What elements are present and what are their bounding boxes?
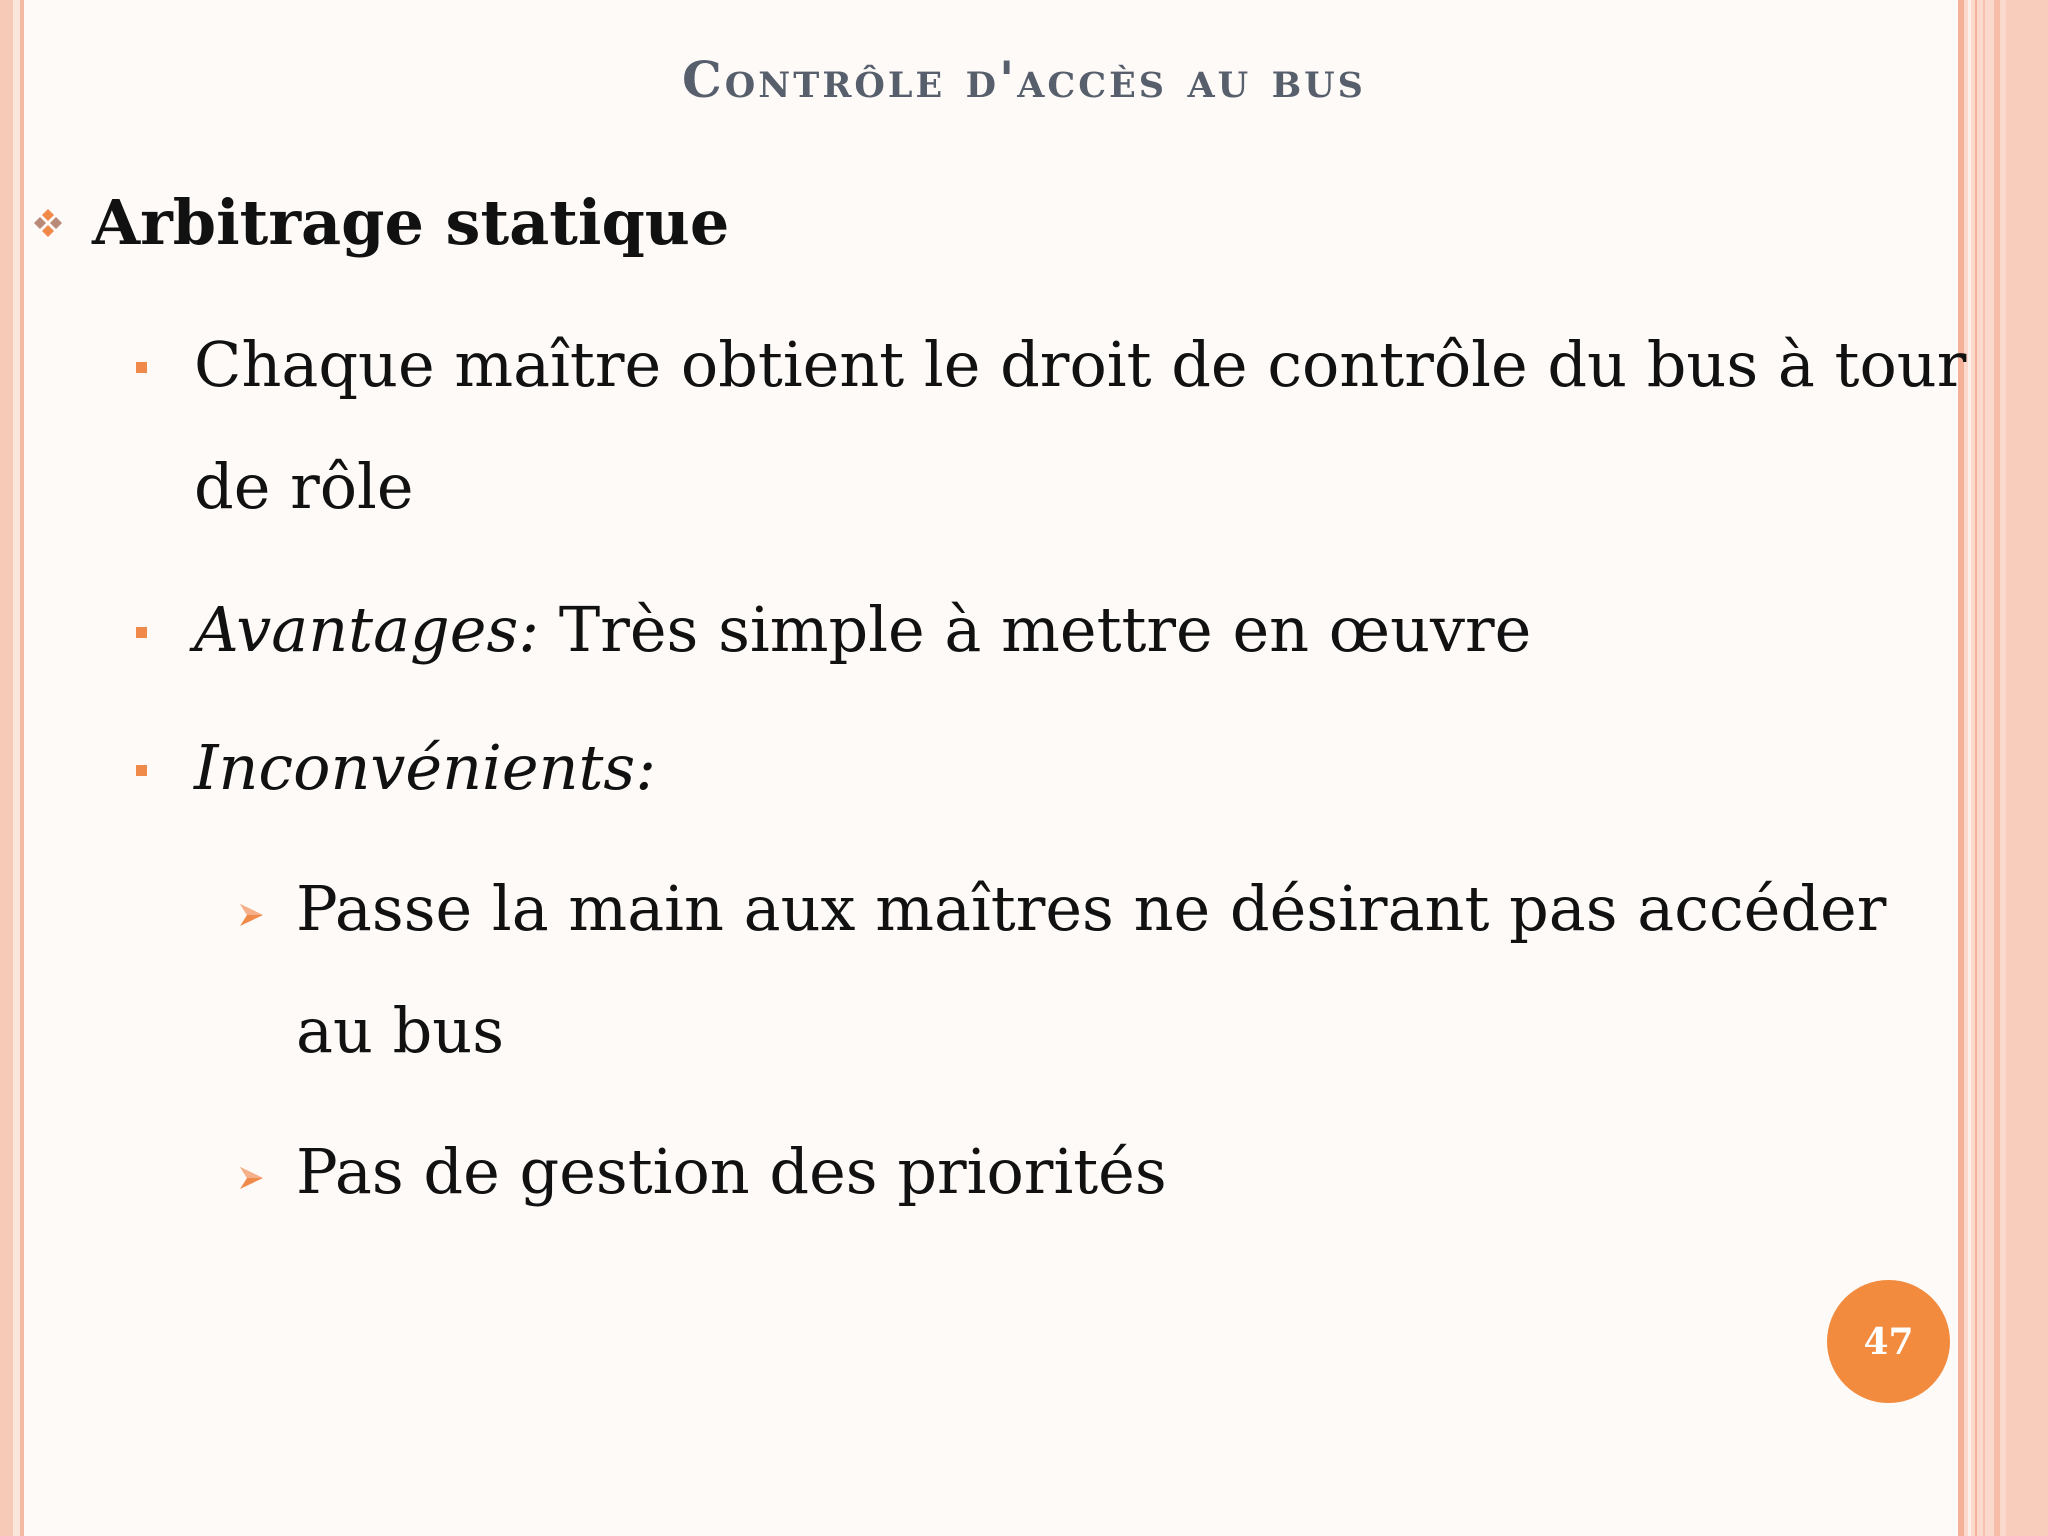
- sub-bullet-text-line: au bus: [296, 994, 505, 1067]
- page-number-badge: [1827, 1280, 1950, 1403]
- square-bullet-icon: [136, 765, 147, 776]
- right-decorative-line: [1968, 0, 1971, 1536]
- bullet-text-line: Chaque maître obtient le droit de contrôle du bus à tour: [194, 328, 1967, 401]
- slide-title: Contrôle d'accès au bus: [682, 50, 1366, 109]
- page-number: 47: [1863, 1320, 1914, 1363]
- square-bullet-icon: [136, 627, 147, 638]
- right-decorative-line: [1983, 0, 1985, 1536]
- heading-bullet-row: [30, 186, 729, 260]
- right-decorative-line: [1958, 0, 1964, 1536]
- advantages-label: Avantages:: [194, 593, 540, 666]
- advantages-bullet: [194, 569, 1531, 691]
- bullet-text-line: de rôle: [194, 450, 414, 523]
- four-diamond-icon: [30, 205, 66, 241]
- left-border-stripe: [20, 0, 24, 1536]
- square-bullet-icon: [136, 362, 147, 373]
- advantages-text: Très simple à mettre en œuvre: [539, 593, 1532, 666]
- right-decorative-line: [2006, 0, 2048, 1536]
- sub-bullet-text-line: Passe la main aux maîtres ne désirant pas accéder: [296, 872, 1887, 945]
- arrowhead-bullet-icon: [236, 1163, 266, 1193]
- right-decorative-line: [1994, 0, 2000, 1536]
- left-border-stripe: [13, 0, 20, 1536]
- drawbacks-label: Inconvénients:: [194, 731, 657, 804]
- arrowhead-bullet-icon: [236, 900, 266, 930]
- sub-bullet-text-line: Pas de gestion des priorités: [296, 1135, 1167, 1208]
- right-decorative-line: [1975, 0, 1977, 1536]
- section-heading: Arbitrage statique: [92, 186, 730, 259]
- left-border-stripe: [0, 0, 13, 1536]
